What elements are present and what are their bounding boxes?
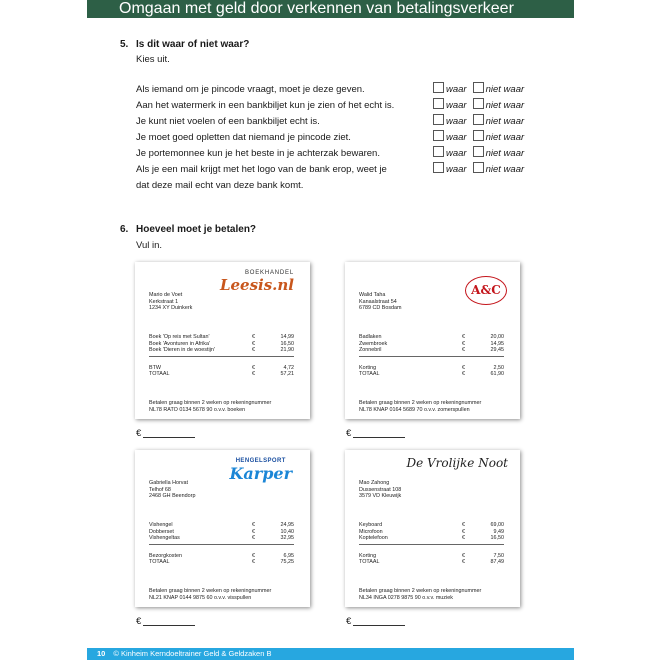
option-waar[interactable]: waar <box>433 130 467 146</box>
receipt-line: Boek 'Op reis met Sultan' € 14,99 <box>149 334 294 340</box>
answer-row-6 <box>433 162 530 178</box>
statement-list <box>136 82 426 194</box>
payment-note: Betalen graag binnen 2 weken op rekeningnummer NL78 RATO 0134 5678 90 o.v.v. boeken <box>149 400 272 413</box>
header-title: Omgaan met geld door verkennen van betalingsverkeer <box>119 0 514 17</box>
checkbox-waar[interactable] <box>433 130 444 141</box>
receipt-line: Koptelefoon € 16,50 <box>359 535 504 542</box>
checkbox-waar[interactable] <box>433 162 444 173</box>
option-niet-waar[interactable]: niet waar <box>473 114 525 130</box>
page-number: 10 <box>97 649 106 658</box>
answer-row-1 <box>433 82 530 98</box>
receipt-vrolijke-noot <box>345 450 520 607</box>
checkbox-niet-waar[interactable] <box>473 130 484 141</box>
divider <box>149 544 294 545</box>
answer-options <box>433 82 530 178</box>
receipt-line: Vishengeltas € 32,95 <box>149 535 294 542</box>
receipt-extra: Korting € 7,50 <box>359 552 504 559</box>
receipt-extra: BTW € 4,72 <box>149 364 294 371</box>
statement-5: Je portemonnee kun je het beste in je achterzak bewaren. <box>136 148 380 159</box>
receipt-total: TOTAAL € 87,49 <box>359 559 504 566</box>
page-header <box>87 0 574 18</box>
answer-field-2[interactable]: € <box>346 428 405 439</box>
option-waar[interactable]: waar <box>433 98 467 114</box>
option-niet-waar[interactable]: niet waar <box>473 162 525 178</box>
receipt-line: Zwembroek € 14,95 <box>359 340 504 347</box>
answer-field-3[interactable]: € <box>136 616 195 627</box>
option-niet-waar[interactable]: niet waar <box>473 98 525 114</box>
answer-field-1[interactable]: € <box>136 428 195 439</box>
receipt-total: TOTAAL € 57,21 <box>149 371 294 378</box>
receipt-items <box>359 522 504 566</box>
vrolijke-noot-logo: De Vrolijke Noot <box>406 456 508 470</box>
question-5-title: 5. Is dit waar of niet waar? <box>120 39 250 50</box>
answer-row-5 <box>433 146 530 162</box>
customer-address: Walid Taha Kanaalstraat 54 6789 CD Bosdam <box>359 292 402 312</box>
receipt-items <box>149 334 294 378</box>
customer-address: Gabriella Horvat Telhof 68 2468 GH Beendorp <box>149 480 196 500</box>
receipt-line: Keyboard € 69,00 <box>359 522 504 528</box>
statement-3: Je kunt niet voelen of een bankbiljet echt is. <box>136 116 320 127</box>
payment-note: Betalen graag binnen 2 weken op rekeningnummer NL78 KNAP 0164 5689 70 o.v.v. zomerspullen <box>359 400 482 413</box>
receipt-extra: Korting € 2,50 <box>359 364 504 371</box>
statement-6-continued: dat deze mail echt van deze bank komt. <box>136 180 304 191</box>
option-waar[interactable]: waar <box>433 82 467 98</box>
receipt-line: Badlaken € 20,00 <box>359 334 504 340</box>
divider <box>359 356 504 357</box>
option-waar[interactable]: waar <box>433 146 467 162</box>
karper-logo: HENGELSPORT Karper <box>229 458 292 483</box>
receipt-ac <box>345 262 520 419</box>
question-6-instruction: Vul in. <box>136 240 163 251</box>
receipt-line: Zonnebril € 29,45 <box>359 347 504 354</box>
option-waar[interactable]: waar <box>433 162 467 178</box>
checkbox-niet-waar[interactable] <box>473 162 484 173</box>
receipt-total: TOTAAL € 61,90 <box>359 371 504 378</box>
receipt-items <box>149 522 294 566</box>
statement-4: Je moet goed opletten dat niemand je pincode ziet. <box>136 132 351 143</box>
answer-field-4[interactable]: € <box>346 616 405 627</box>
statement-6: Als je een mail krijgt met het logo van de bank erop, weet je <box>136 164 387 175</box>
question-5-instruction: Kies uit. <box>136 54 170 65</box>
option-niet-waar[interactable]: niet waar <box>473 130 525 146</box>
ac-logo: A&C <box>465 276 507 305</box>
answer-row-4 <box>433 130 530 146</box>
checkbox-waar[interactable] <box>433 98 444 109</box>
option-niet-waar[interactable]: niet waar <box>473 146 525 162</box>
customer-address: Mao Zahong Dussenstraat 108 3579 VD Kleuwijk <box>359 480 402 500</box>
receipt-line: Vishengel € 24,95 <box>149 522 294 528</box>
statement-2: Aan het watermerk in een bankbiljet kun je zien of het echt is. <box>136 100 395 111</box>
checkbox-niet-waar[interactable] <box>473 146 484 157</box>
receipt-hengelsport <box>135 450 310 607</box>
statement-1: Als iemand om je pincode vraagt, moet je deze geven. <box>136 84 365 95</box>
receipt-boekhandel <box>135 262 310 419</box>
option-waar[interactable]: waar <box>433 114 467 130</box>
answer-row-2 <box>433 98 530 114</box>
payment-note: Betalen graag binnen 2 weken op rekeningnummer NL34 INGA 0278 9875 90 o.v.v. muziek <box>359 588 482 601</box>
option-niet-waar[interactable]: niet waar <box>473 82 525 98</box>
checkbox-niet-waar[interactable] <box>473 98 484 109</box>
receipt-extra: Bezorgkosten € 6,95 <box>149 552 294 559</box>
payment-note: Betalen graag binnen 2 weken op rekeningnummer NL21 KNAP 0144 9875 60 o.v.v. visspullen <box>149 588 272 601</box>
checkbox-niet-waar[interactable] <box>473 114 484 125</box>
checkbox-waar[interactable] <box>433 146 444 157</box>
checkbox-waar[interactable] <box>433 114 444 125</box>
receipt-line: Microfoon € 9,49 <box>359 528 504 535</box>
page-footer <box>87 648 574 660</box>
customer-address: Mario de Voet Kerkstraat 1 1234 XY Duinkerk <box>149 292 193 312</box>
leesis-logo: BOEKHANDEL Leesis.nl <box>219 270 294 294</box>
receipt-total: TOTAAL € 75,25 <box>149 559 294 566</box>
checkbox-niet-waar[interactable] <box>473 82 484 93</box>
receipt-line: Boek 'Avonturen in Afrika' € 16,50 <box>149 340 294 347</box>
divider <box>149 356 294 357</box>
receipt-line: Dobberset € 10,40 <box>149 528 294 535</box>
answer-row-3 <box>433 114 530 130</box>
receipt-line: Boek 'Dieren in de woestijn' € 21,90 <box>149 347 294 354</box>
question-6-title: 6. Hoeveel moet je betalen? <box>120 224 257 235</box>
checkbox-waar[interactable] <box>433 82 444 93</box>
divider <box>359 544 504 545</box>
footer-copyright: © Kinheim Kerndoeltrainer Geld & Geldzaken B <box>113 649 272 658</box>
receipt-items <box>359 334 504 378</box>
